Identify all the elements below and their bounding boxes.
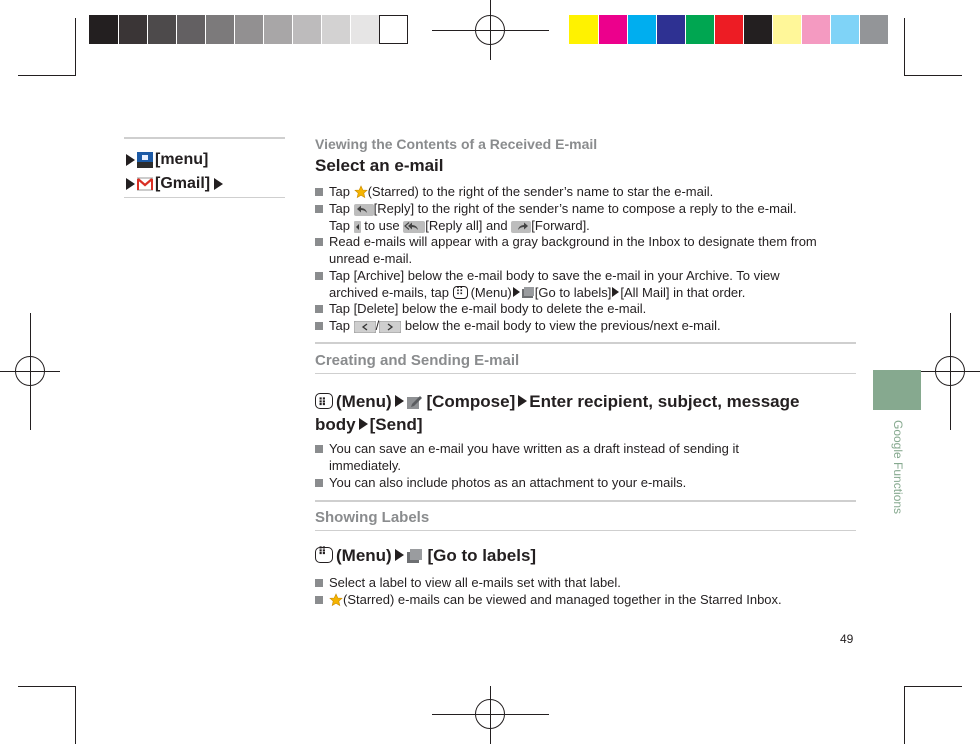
apps-icon xyxy=(137,152,153,168)
sidebar-rule-bottom xyxy=(124,197,285,198)
gray-swatch-8 xyxy=(321,15,350,44)
color-bar xyxy=(569,15,888,44)
bullet-prev-next: Tap / below the e-mail body to view the previous/next e-mail. xyxy=(315,318,860,335)
color-swatch-3 xyxy=(656,15,685,44)
arrow-right-icon xyxy=(126,154,135,166)
section-title-labels: Showing Labels xyxy=(315,509,430,526)
step-heading-labels: ⠿(Menu) [Go to labels] xyxy=(315,546,536,566)
sidebar-nav-line-1 xyxy=(126,151,208,169)
gray-swatch-4 xyxy=(205,15,234,44)
forward-icon xyxy=(511,221,531,233)
color-swatch-7 xyxy=(772,15,801,44)
arrow-right-icon xyxy=(395,395,404,407)
bullet-reply: Tap [Reply] to the right of the sender’s name to compose a reply to the e-mail. Tap to use [Reply all] and [Forward]. xyxy=(315,201,860,234)
previous-icon xyxy=(354,321,376,333)
compose-icon xyxy=(406,394,422,410)
gray-swatch-5 xyxy=(234,15,263,44)
color-swatch-5 xyxy=(714,15,743,44)
section-title-creating: Creating and Sending E-mail xyxy=(315,352,520,369)
section-title-viewing: Viewing the Contents of a Received E-mail xyxy=(315,136,598,152)
gray-swatch-7 xyxy=(292,15,321,44)
dropdown-arrow-icon xyxy=(354,221,361,233)
sidebar-rule-top xyxy=(124,137,285,139)
section-rule xyxy=(315,342,856,344)
reply-icon xyxy=(354,204,374,216)
menu-key-icon xyxy=(315,393,333,409)
gray-swatch-2 xyxy=(147,15,176,44)
arrow-right-icon xyxy=(612,287,619,297)
reply-all-icon xyxy=(403,221,425,233)
arrow-right-icon xyxy=(359,418,368,430)
chapter-label: Google Functions xyxy=(891,420,905,515)
bullet-archive: Tap [Archive] below the e-mail body to save the e-mail in your Archive. To view archived e-mails, tap ⠿ (Menu) [Go to labels] [All Mail] in that order. xyxy=(315,268,860,301)
sidebar-menu-label: [menu] xyxy=(155,151,209,168)
color-swatch-4 xyxy=(685,15,714,44)
gray-swatch-10 xyxy=(379,15,408,44)
sidebar-gmail-label: [Gmail] xyxy=(155,175,211,192)
bullet-select-label: Select a label to view all e-mails set with that label. xyxy=(315,575,860,592)
bullet-star: Tap (Starred) to the right of the sender’s name to star the e-mail. xyxy=(315,184,860,201)
bullet-draft: You can save an e-mail you have written as a draft instead of sending it immediately. xyxy=(315,441,795,474)
next-icon xyxy=(379,321,401,333)
labels-icon xyxy=(521,286,535,300)
arrow-right-icon xyxy=(126,178,135,190)
bullet-starred: (Starred) e-mails can be viewed and managed together in the Starred Inbox. xyxy=(315,592,860,609)
gray-swatch-9 xyxy=(350,15,379,44)
color-swatch-10 xyxy=(859,15,888,44)
color-swatch-8 xyxy=(801,15,830,44)
color-swatch-2 xyxy=(627,15,656,44)
section-rule-thin xyxy=(315,373,856,374)
section-rule xyxy=(315,500,856,502)
arrow-right-icon xyxy=(214,178,223,190)
step-heading-select: Select an e-mail xyxy=(315,156,444,175)
chapter-tab xyxy=(873,370,921,410)
gray-swatch-0 xyxy=(89,15,118,44)
gray-swatch-3 xyxy=(176,15,205,44)
star-icon xyxy=(354,185,368,199)
color-swatch-1 xyxy=(598,15,627,44)
star-icon xyxy=(329,593,343,607)
color-swatch-6 xyxy=(743,15,772,44)
gray-swatch-6 xyxy=(263,15,292,44)
arrow-right-icon xyxy=(513,287,520,297)
section-rule-thin xyxy=(315,530,856,531)
arrow-right-icon xyxy=(518,395,527,407)
bullet-attachment: You can also include photos as an attachment to your e-mails. xyxy=(315,475,860,492)
menu-key-icon xyxy=(315,547,333,563)
gmail-icon xyxy=(137,176,153,192)
labels-icon xyxy=(406,548,423,564)
bullet-delete: Tap [Delete] below the e-mail body to delete the e-mail. xyxy=(315,301,860,318)
step-heading-compose: ⠿(Menu) [Compose] Enter recipient, subject, message body [Send] xyxy=(315,390,860,436)
color-swatch-0 xyxy=(569,15,598,44)
arrow-right-icon xyxy=(395,549,404,561)
color-swatch-9 xyxy=(830,15,859,44)
menu-key-icon xyxy=(453,286,468,299)
gray-swatch-1 xyxy=(118,15,147,44)
sidebar-nav-line-2 xyxy=(126,175,225,193)
grayscale-bar xyxy=(89,15,408,44)
bullet-gray-background: Read e-mails will appear with a gray background in the Inbox to designate them from unread e-mail. xyxy=(315,234,860,267)
page-number: 49 xyxy=(840,632,854,646)
